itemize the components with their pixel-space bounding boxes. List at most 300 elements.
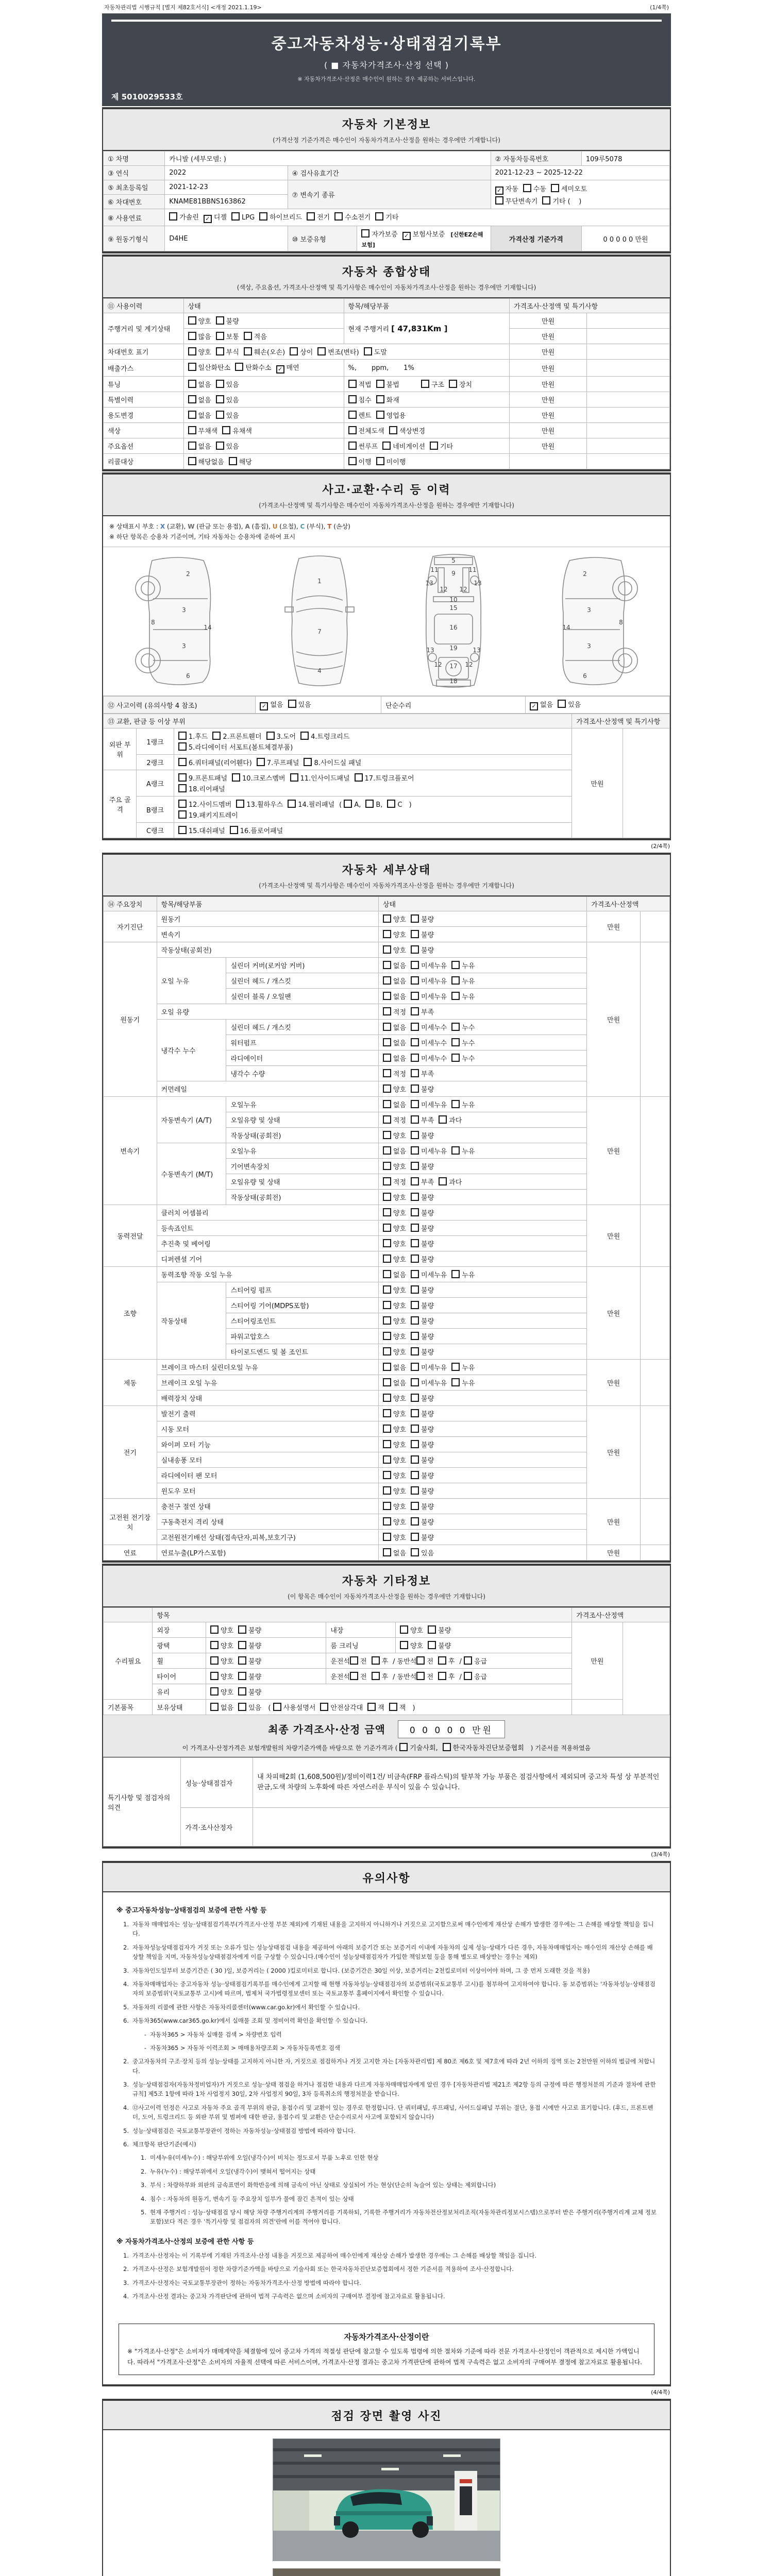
- checkbox-전[interactable]: [416, 1656, 433, 1666]
- checkbox-양호[interactable]: [383, 1192, 406, 1202]
- checkbox-box[interactable]: [383, 992, 391, 1000]
- checkbox-box[interactable]: [383, 1285, 391, 1294]
- checkbox-box[interactable]: [210, 1641, 219, 1649]
- checkbox-box[interactable]: [411, 1208, 419, 1216]
- checkbox-box[interactable]: [451, 961, 460, 969]
- checkbox-box[interactable]: [411, 1177, 419, 1185]
- checkbox-box[interactable]: [210, 1703, 219, 1711]
- checkbox-불량[interactable]: [411, 1409, 434, 1418]
- checkbox-양호[interactable]: [210, 1656, 233, 1666]
- checkbox-box[interactable]: [430, 442, 438, 450]
- checkbox-box[interactable]: [383, 1425, 391, 1433]
- checkbox-전[interactable]: [350, 1656, 367, 1666]
- checkbox-box[interactable]: [238, 1625, 246, 1634]
- checkbox-box[interactable]: [238, 1641, 246, 1649]
- checkbox-없음[interactable]: [383, 1053, 406, 1063]
- checkbox-box[interactable]: [411, 1007, 419, 1015]
- checkbox-자가보증[interactable]: [361, 229, 397, 239]
- checkbox-불량[interactable]: [411, 1393, 434, 1403]
- checkbox-box[interactable]: [411, 1069, 419, 1077]
- checkbox-box[interactable]: [348, 411, 357, 419]
- checkbox-box[interactable]: [411, 1548, 419, 1556]
- checkbox-box[interactable]: [188, 457, 196, 465]
- checkbox-box[interactable]: [383, 1394, 391, 1402]
- checkbox-box[interactable]: [411, 1131, 419, 1139]
- checkbox-미세누유[interactable]: [411, 960, 447, 970]
- checkbox-box[interactable]: [376, 411, 384, 419]
- checkbox-box[interactable]: [383, 1023, 391, 1031]
- checkbox-box[interactable]: [210, 1625, 219, 1634]
- checkbox-box[interactable]: [411, 1239, 419, 1247]
- checkbox-불량[interactable]: [411, 1439, 434, 1449]
- checkbox-불량[interactable]: [428, 1625, 451, 1635]
- checkbox-4.트렁크리드[interactable]: [300, 731, 349, 741]
- checkbox-box[interactable]: [383, 1363, 391, 1371]
- checkbox-장치[interactable]: [449, 379, 472, 389]
- checkbox-보통[interactable]: [216, 331, 239, 341]
- checkbox-box[interactable]: [216, 332, 224, 340]
- checkbox-box[interactable]: [383, 1239, 391, 1247]
- checkbox-불량[interactable]: [238, 1625, 261, 1635]
- checkbox-누수[interactable]: [451, 1022, 475, 1032]
- checkbox-box[interactable]: [464, 1656, 472, 1665]
- checkbox-6.쿼터패널(리어휀다)[interactable]: [178, 757, 252, 767]
- checkbox-box[interactable]: [523, 184, 531, 192]
- checkbox-전[interactable]: [416, 1671, 433, 1681]
- checkbox-box[interactable]: [188, 347, 196, 355]
- checkbox-없음[interactable]: [383, 1362, 406, 1372]
- checkbox-기타 ( )[interactable]: [542, 196, 581, 206]
- checkbox-17.트렁크플로어[interactable]: [355, 773, 414, 783]
- checkbox-box[interactable]: [178, 732, 187, 740]
- checkbox-box[interactable]: [383, 1440, 391, 1448]
- checkbox-box[interactable]: [210, 1672, 219, 1680]
- checkbox-box[interactable]: [411, 992, 419, 1000]
- checkbox-box[interactable]: [188, 380, 196, 388]
- checkbox-양호[interactable]: [210, 1640, 233, 1650]
- checkbox-양호[interactable]: [383, 1409, 406, 1418]
- checkbox-누유[interactable]: [451, 1378, 475, 1387]
- checkbox-box[interactable]: [231, 212, 240, 221]
- checkbox-없음[interactable]: [260, 699, 283, 710]
- checkbox-양호[interactable]: [400, 1625, 423, 1635]
- checkbox-양호[interactable]: [210, 1625, 233, 1635]
- checkbox-box[interactable]: [382, 442, 391, 450]
- checkbox-미세누유[interactable]: [411, 1146, 447, 1156]
- checkbox-box[interactable]: [383, 1069, 391, 1077]
- checkbox-box[interactable]: [451, 1023, 460, 1031]
- checkbox-양호[interactable]: [383, 1331, 406, 1341]
- checkbox-box[interactable]: [558, 700, 566, 708]
- checkbox-box[interactable]: [320, 1703, 328, 1711]
- checkbox-box[interactable]: [230, 826, 238, 834]
- checkbox-10.크로스멤버[interactable]: [232, 773, 285, 783]
- checkbox-무단변속기[interactable]: [495, 196, 538, 206]
- checkbox-양호[interactable]: [383, 1532, 406, 1542]
- checkbox-box[interactable]: [438, 1672, 446, 1680]
- checkbox-불량[interactable]: [411, 1532, 434, 1542]
- checkbox-상이[interactable]: [290, 347, 313, 357]
- checkbox-box[interactable]: [411, 1285, 419, 1294]
- checkbox-있음[interactable]: [216, 410, 239, 420]
- checkbox-양호[interactable]: [383, 1347, 406, 1357]
- checkbox-양호[interactable]: [383, 1455, 406, 1465]
- checkbox-양호[interactable]: [383, 914, 406, 924]
- checkbox-box[interactable]: [451, 1054, 460, 1062]
- checkbox-부족[interactable]: [411, 1177, 434, 1187]
- checkbox-불량[interactable]: [238, 1656, 261, 1666]
- checkbox-box[interactable]: [169, 212, 177, 221]
- checkbox-box[interactable]: [178, 742, 187, 751]
- checkbox-화재[interactable]: [376, 395, 399, 404]
- checkbox-양호[interactable]: [383, 1239, 406, 1248]
- checkbox-수동[interactable]: [523, 183, 546, 193]
- checkbox-해당[interactable]: [229, 456, 252, 466]
- checkbox-box[interactable]: [178, 784, 187, 792]
- checkbox-적정[interactable]: [383, 1007, 406, 1016]
- checkbox-있음[interactable]: [411, 1548, 434, 1557]
- checkbox-불량[interactable]: [238, 1671, 261, 1681]
- checkbox-box[interactable]: [383, 1255, 391, 1263]
- checkbox-매연[interactable]: [276, 362, 299, 374]
- checkbox-색상변경[interactable]: [389, 426, 425, 435]
- checkbox-box[interactable]: [372, 1656, 380, 1665]
- checkbox-해당없음[interactable]: [188, 456, 224, 466]
- checkbox-누수[interactable]: [451, 1053, 475, 1063]
- checkbox-적정[interactable]: [383, 1177, 406, 1187]
- checkbox-box[interactable]: [383, 1208, 391, 1216]
- checkbox-불량[interactable]: [411, 1501, 434, 1511]
- checkbox-불량[interactable]: [411, 1455, 434, 1465]
- checkbox-box[interactable]: [376, 380, 384, 388]
- checkbox-box[interactable]: [451, 1146, 460, 1155]
- checkbox-box[interactable]: [365, 800, 374, 808]
- checkbox-있음[interactable]: [216, 395, 239, 404]
- checkbox-불량[interactable]: [216, 316, 239, 326]
- checkbox-훼손(오손)[interactable]: [244, 347, 285, 357]
- checkbox-box[interactable]: [411, 1425, 419, 1433]
- checkbox-누수[interactable]: [451, 1038, 475, 1047]
- checkbox-불량[interactable]: [411, 1161, 434, 1171]
- checkbox-14.필러패널[interactable]: [288, 799, 334, 809]
- checkbox-3.도어[interactable]: [266, 731, 296, 741]
- checkbox-box[interactable]: [210, 1656, 219, 1665]
- checkbox-box[interactable]: [232, 773, 240, 782]
- checkbox-box[interactable]: [428, 1641, 436, 1649]
- checkbox-사용설명서[interactable]: [273, 1702, 316, 1712]
- checkbox-box[interactable]: [364, 347, 372, 355]
- checkbox-box[interactable]: [383, 930, 391, 938]
- checkbox-없음[interactable]: [188, 395, 211, 404]
- checkbox-box[interactable]: [383, 1548, 391, 1556]
- checkbox-box[interactable]: [411, 1255, 419, 1263]
- checkbox-box[interactable]: [188, 332, 196, 340]
- checkbox-있음[interactable]: [238, 1702, 261, 1712]
- checkbox-box[interactable]: [449, 380, 457, 388]
- checkbox-불량[interactable]: [411, 1192, 434, 1202]
- checkbox-침수[interactable]: [348, 395, 372, 404]
- checkbox-box[interactable]: [216, 411, 224, 419]
- checkbox-box[interactable]: [443, 1743, 451, 1751]
- checkbox-누유[interactable]: [451, 1362, 475, 1372]
- checkbox-box[interactable]: [411, 1533, 419, 1541]
- checkbox-box[interactable]: [383, 1502, 391, 1510]
- checkbox-불량[interactable]: [411, 945, 434, 955]
- checkbox-box[interactable]: [387, 800, 395, 808]
- checkbox-box[interactable]: [222, 426, 230, 434]
- checkbox-box[interactable]: [238, 1656, 246, 1665]
- checkbox-box[interactable]: [383, 1517, 391, 1526]
- checkbox-전[interactable]: [350, 1671, 367, 1681]
- checkbox-box[interactable]: [421, 380, 429, 388]
- checkbox-양호[interactable]: [383, 1486, 406, 1496]
- checkbox-응급[interactable]: [464, 1656, 487, 1666]
- checkbox-box[interactable]: [464, 1672, 472, 1680]
- checkbox-box[interactable]: [348, 395, 357, 403]
- checkbox-없음[interactable]: [383, 1038, 406, 1047]
- checkbox-불량[interactable]: [411, 1316, 434, 1326]
- checkbox-box[interactable]: [376, 395, 384, 403]
- checkbox-양호[interactable]: [383, 1254, 406, 1264]
- checkbox-box[interactable]: [383, 961, 391, 969]
- checkbox-box[interactable]: [383, 1177, 391, 1185]
- checkbox-불량[interactable]: [411, 1347, 434, 1357]
- checkbox-box[interactable]: ✓: [276, 365, 284, 374]
- checkbox-box[interactable]: [375, 212, 383, 221]
- checkbox-무채색[interactable]: [188, 426, 218, 435]
- checkbox-미세누유[interactable]: [411, 991, 447, 1001]
- checkbox-불량[interactable]: [411, 1208, 434, 1217]
- checkbox-19.패키지트레이[interactable]: [178, 810, 238, 820]
- checkbox-box[interactable]: [355, 773, 363, 782]
- checkbox-box[interactable]: [439, 1177, 447, 1185]
- checkbox-양호[interactable]: [383, 1084, 406, 1094]
- checkbox-box[interactable]: [383, 976, 391, 985]
- checkbox-유채색[interactable]: [222, 426, 252, 435]
- checkbox-양호[interactable]: [383, 1130, 406, 1140]
- checkbox-box[interactable]: [383, 1270, 391, 1278]
- checkbox-box[interactable]: [383, 1486, 391, 1495]
- checkbox-누유[interactable]: [451, 960, 475, 970]
- checkbox-네비게이션[interactable]: [382, 441, 425, 451]
- checkbox-box[interactable]: [411, 1486, 419, 1495]
- checkbox-box[interactable]: [178, 800, 187, 808]
- checkbox-box[interactable]: [350, 1672, 358, 1680]
- checkbox-C[interactable]: [387, 800, 402, 809]
- checkbox-8.사이드실 패널[interactable]: [304, 757, 361, 767]
- checkbox-box[interactable]: [383, 1455, 391, 1464]
- checkbox-box[interactable]: [348, 442, 357, 450]
- checkbox-box[interactable]: [411, 1502, 419, 1510]
- checkbox-양호[interactable]: [383, 1316, 406, 1326]
- checkbox-미세누유[interactable]: [411, 1269, 447, 1279]
- checkbox-box[interactable]: [348, 380, 357, 388]
- checkbox-box[interactable]: [244, 347, 252, 355]
- checkbox-있음[interactable]: [558, 699, 581, 709]
- checkbox-box[interactable]: [266, 732, 275, 740]
- checkbox-2.프론트휀더[interactable]: [212, 731, 261, 741]
- checkbox-box[interactable]: [411, 976, 419, 985]
- checkbox-box[interactable]: [400, 1641, 408, 1649]
- checkbox-box[interactable]: [178, 758, 187, 766]
- checkbox-적정[interactable]: [383, 1069, 406, 1078]
- checkbox-불량[interactable]: [411, 1254, 434, 1264]
- checkbox-box[interactable]: [383, 1224, 391, 1232]
- checkbox-box[interactable]: [216, 347, 224, 355]
- checkbox-box[interactable]: [372, 1672, 380, 1680]
- checkbox-전기[interactable]: [307, 212, 330, 222]
- checkbox-box[interactable]: [178, 810, 187, 819]
- checkbox-미세누수[interactable]: [411, 1038, 447, 1047]
- checkbox-box[interactable]: [178, 826, 187, 834]
- checkbox-부족[interactable]: [411, 1069, 434, 1078]
- checkbox-box[interactable]: [307, 212, 315, 221]
- checkbox-box[interactable]: [290, 347, 298, 355]
- checkbox-box[interactable]: [188, 363, 196, 371]
- checkbox-누유[interactable]: [451, 1269, 475, 1279]
- checkbox-13.휠하우스[interactable]: [236, 799, 283, 809]
- checkbox-18.리어패널[interactable]: [178, 784, 225, 793]
- checkbox-box[interactable]: [216, 380, 224, 388]
- checkbox-불량[interactable]: [411, 1470, 434, 1480]
- checkbox-불법[interactable]: [376, 379, 399, 389]
- checkbox-없음[interactable]: [383, 960, 406, 970]
- checkbox-적법[interactable]: [348, 379, 372, 389]
- checkbox-box[interactable]: [188, 411, 196, 419]
- checkbox-box[interactable]: [383, 1332, 391, 1340]
- checkbox-없음[interactable]: [383, 1022, 406, 1032]
- checkbox-box[interactable]: [411, 1301, 419, 1309]
- checkbox-A,[interactable]: [344, 800, 361, 809]
- checkbox-box[interactable]: [383, 1162, 391, 1170]
- checkbox-영업용[interactable]: [376, 410, 406, 420]
- checkbox-보험사보증[interactable]: [402, 229, 445, 240]
- checkbox-box[interactable]: [411, 1471, 419, 1479]
- checkbox-누유[interactable]: [451, 991, 475, 1001]
- checkbox-5.라디에이터 서포트(볼트체결부품)[interactable]: [178, 742, 293, 752]
- checkbox-12.사이드멤버[interactable]: [178, 799, 231, 809]
- checkbox-box[interactable]: [235, 363, 243, 371]
- checkbox-box[interactable]: [439, 1115, 447, 1124]
- checkbox-box[interactable]: [383, 1084, 391, 1093]
- checkbox-box[interactable]: [411, 1363, 419, 1371]
- checkbox-box[interactable]: [400, 1625, 408, 1634]
- checkbox-양호[interactable]: [383, 1470, 406, 1480]
- checkbox-구조[interactable]: [421, 379, 444, 389]
- checkbox-도말[interactable]: [364, 347, 387, 357]
- checkbox-box[interactable]: [383, 1533, 391, 1541]
- checkbox-하이브리드[interactable]: [259, 212, 302, 222]
- checkbox-box[interactable]: [383, 1347, 391, 1355]
- checkbox-box[interactable]: [411, 1270, 419, 1278]
- checkbox-box[interactable]: [257, 758, 265, 766]
- checkbox-양호[interactable]: [383, 1208, 406, 1217]
- checkbox-양호[interactable]: [383, 1424, 406, 1434]
- checkbox-box[interactable]: [451, 976, 460, 985]
- checkbox-box[interactable]: [212, 732, 221, 740]
- checkbox-box[interactable]: [236, 800, 244, 808]
- checkbox-box[interactable]: [411, 1023, 419, 1031]
- checkbox-box[interactable]: ✓: [495, 187, 503, 195]
- checkbox-box[interactable]: [411, 1332, 419, 1340]
- checkbox-한국자동차진단보증협회[interactable]: [443, 1742, 524, 1752]
- checkbox-없음[interactable]: [188, 410, 211, 420]
- checkbox-box[interactable]: [451, 1270, 460, 1278]
- checkbox-box[interactable]: [411, 1378, 419, 1386]
- checkbox-box[interactable]: [411, 1224, 419, 1232]
- checkbox-불량[interactable]: [411, 1331, 434, 1341]
- checkbox-LPG[interactable]: [231, 212, 255, 222]
- checkbox-불량[interactable]: [411, 1424, 434, 1434]
- checkbox-수소전기[interactable]: [334, 212, 371, 222]
- checkbox-box[interactable]: [411, 1517, 419, 1526]
- checkbox-box[interactable]: [229, 457, 237, 465]
- checkbox-box[interactable]: [383, 1115, 391, 1124]
- checkbox-box[interactable]: ✓: [204, 215, 212, 223]
- checkbox-세미오토[interactable]: [551, 183, 587, 193]
- checkbox-후[interactable]: [438, 1656, 455, 1666]
- checkbox-box[interactable]: [367, 1703, 376, 1711]
- checkbox-렌트[interactable]: [348, 410, 372, 420]
- checkbox-box[interactable]: [304, 758, 312, 766]
- checkbox-양호[interactable]: [210, 1687, 233, 1697]
- checkbox-box[interactable]: [411, 1193, 419, 1201]
- checkbox-box[interactable]: [383, 914, 391, 923]
- checkbox-누유[interactable]: [451, 1099, 475, 1109]
- checkbox-누유[interactable]: [451, 976, 475, 986]
- checkbox-box[interactable]: [383, 1054, 391, 1062]
- checkbox-box[interactable]: [383, 1038, 391, 1046]
- checkbox-후[interactable]: [372, 1671, 389, 1681]
- checkbox-후[interactable]: [372, 1656, 389, 1666]
- checkbox-box[interactable]: [411, 1409, 419, 1417]
- checkbox-미이행[interactable]: [376, 456, 406, 466]
- checkbox-기타[interactable]: [375, 212, 398, 222]
- checkbox-box[interactable]: [188, 316, 196, 325]
- checkbox-box[interactable]: [399, 1743, 408, 1751]
- checkbox-box[interactable]: [416, 1656, 425, 1665]
- checkbox-불량[interactable]: [411, 1084, 434, 1094]
- checkbox-box[interactable]: [288, 800, 296, 808]
- checkbox-box[interactable]: [411, 1084, 419, 1093]
- checkbox-응급[interactable]: [464, 1671, 487, 1681]
- checkbox-양호[interactable]: [400, 1640, 423, 1650]
- checkbox-불량[interactable]: [428, 1640, 451, 1650]
- checkbox-자동[interactable]: [495, 183, 518, 195]
- checkbox-부족[interactable]: [411, 1115, 434, 1125]
- checkbox-양호[interactable]: [383, 1223, 406, 1233]
- checkbox-B,[interactable]: [365, 800, 382, 809]
- checkbox-양호[interactable]: [383, 1161, 406, 1171]
- checkbox-미세누유[interactable]: [411, 976, 447, 986]
- checkbox-box[interactable]: [383, 1409, 391, 1417]
- checkbox-9.프론트패널[interactable]: [178, 773, 227, 783]
- checkbox-미세누유[interactable]: [411, 1362, 447, 1372]
- checkbox-불량[interactable]: [411, 1130, 434, 1140]
- checkbox-box[interactable]: [238, 1672, 246, 1680]
- checkbox-box[interactable]: [383, 1301, 391, 1309]
- checkbox-없음[interactable]: [188, 441, 211, 451]
- checkbox-box[interactable]: [383, 945, 391, 954]
- checkbox-불량[interactable]: [238, 1687, 261, 1697]
- checkbox-box[interactable]: [178, 773, 187, 782]
- checkbox-양호[interactable]: [188, 347, 211, 357]
- checkbox-box[interactable]: [411, 1455, 419, 1464]
- checkbox-box[interactable]: [317, 347, 326, 355]
- checkbox-양호[interactable]: [383, 1439, 406, 1449]
- checkbox-미세누수[interactable]: [411, 1022, 447, 1032]
- checkbox-과다[interactable]: [439, 1177, 462, 1187]
